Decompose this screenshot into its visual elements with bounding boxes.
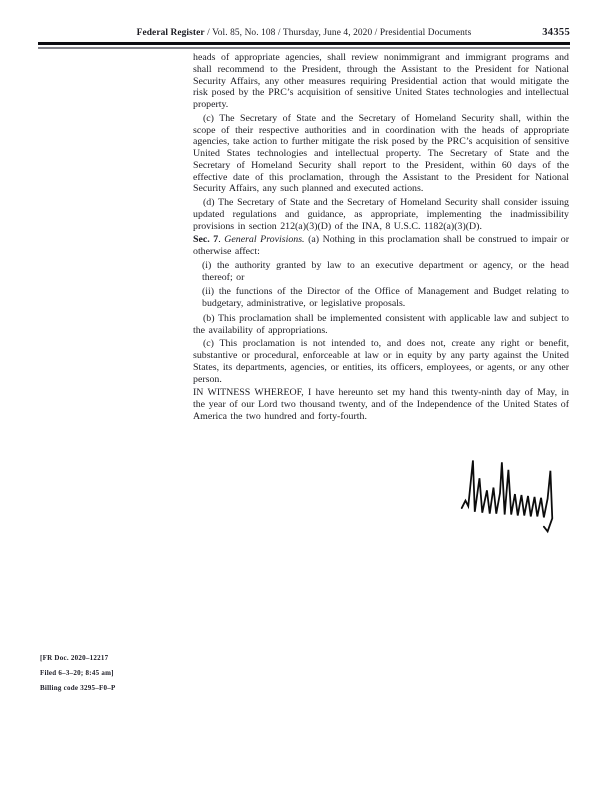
paragraph: (c) This proclamation is not intended to, and does not, create any right or benefit, substantive or procedural, enforceable at law or in equity by any party against the United States, its departments, agencies, or entities, its officers, employees, or agents, or any other person.	[193, 338, 569, 385]
paragraph: (b) This proclamation shall be implemented consistent with applicable law and subject to the availability of appropriations.	[193, 312, 569, 336]
issue-citation: / Vol. 85, No. 108 / Thursday, June 4, 2020 / Presidential Documents	[204, 28, 472, 38]
journal-name: Federal Register	[136, 28, 205, 38]
footer-line: Filed 6–3–20; 8:45 am]	[40, 669, 114, 677]
paragraph: (c) The Secretary of State and the Secretary of Homeland Security shall, within the scope of their respective authorities and in coordination with the heads of appropriate agencies, take action to further mitigate the risk posed by the PRC’s acquisition of sensitive United States technologies and intellectual property. The Secretary of State and the Secretary of Homeland Security shall report to the President, within 60 days of the effective date of this proclamation, through the Assistant to the President for National Security Affairs, any such planned and executed actions.	[193, 112, 569, 195]
page-number: 34355	[542, 27, 570, 38]
paragraph	[193, 234, 569, 258]
paragraph: (ii) the functions of the Director of the Office of Management and Budget relating to budgetary, administrative, or legislative proposals.	[202, 286, 569, 309]
paragraph-segment: .	[218, 234, 225, 246]
paragraph: heads of appropriate agencies, shall review nonimmigrant and immigrant programs and shall recommend to the President, through the Assistant to the President for National Security Affairs, any other measures requiring Presidential action that would mitigate the risk posed by the PRC’s acquisition of sensitive United States technologies and intellectual property.	[193, 52, 569, 110]
footer-line: [FR Doc. 2020–12217	[40, 654, 109, 662]
document-body	[193, 52, 569, 425]
footer-line: Billing code 3295–F0–P	[40, 684, 116, 692]
paragraph-segment: General Provisions.	[224, 234, 305, 246]
header-rule-thick	[38, 42, 570, 45]
running-head	[38, 28, 570, 38]
presidential-signature-block	[458, 452, 570, 538]
doc-footer	[40, 651, 116, 696]
paragraph-segment: Sec. 7	[193, 234, 219, 246]
page-header	[38, 28, 570, 49]
header-rule-thin	[38, 47, 570, 49]
paragraph: IN WITNESS WHEREOF, I have hereunto set my hand this twenty-ninth day of May, in the year of our Lord two thousand twenty, and of the Independence of the United States of America the two hundred and forty-fourth.	[193, 387, 569, 422]
paragraph: (i) the authority granted by law to an executive department or agency, or the head thereof; or	[202, 259, 569, 283]
paragraph: (d) The Secretary of State and the Secretary of Homeland Security shall consider issuing updated regulations and guidance, as appropriate, implementing the inadmissibility provisions in section 212(a)(3)(D) of the INA, 8 U.S.C. 1182(a)(3)(D).	[193, 197, 569, 232]
signature-image	[458, 452, 570, 538]
paragraph-segment: (a) Nothing in this proclamation shall be construed to impair or otherwise affect:	[193, 234, 569, 257]
